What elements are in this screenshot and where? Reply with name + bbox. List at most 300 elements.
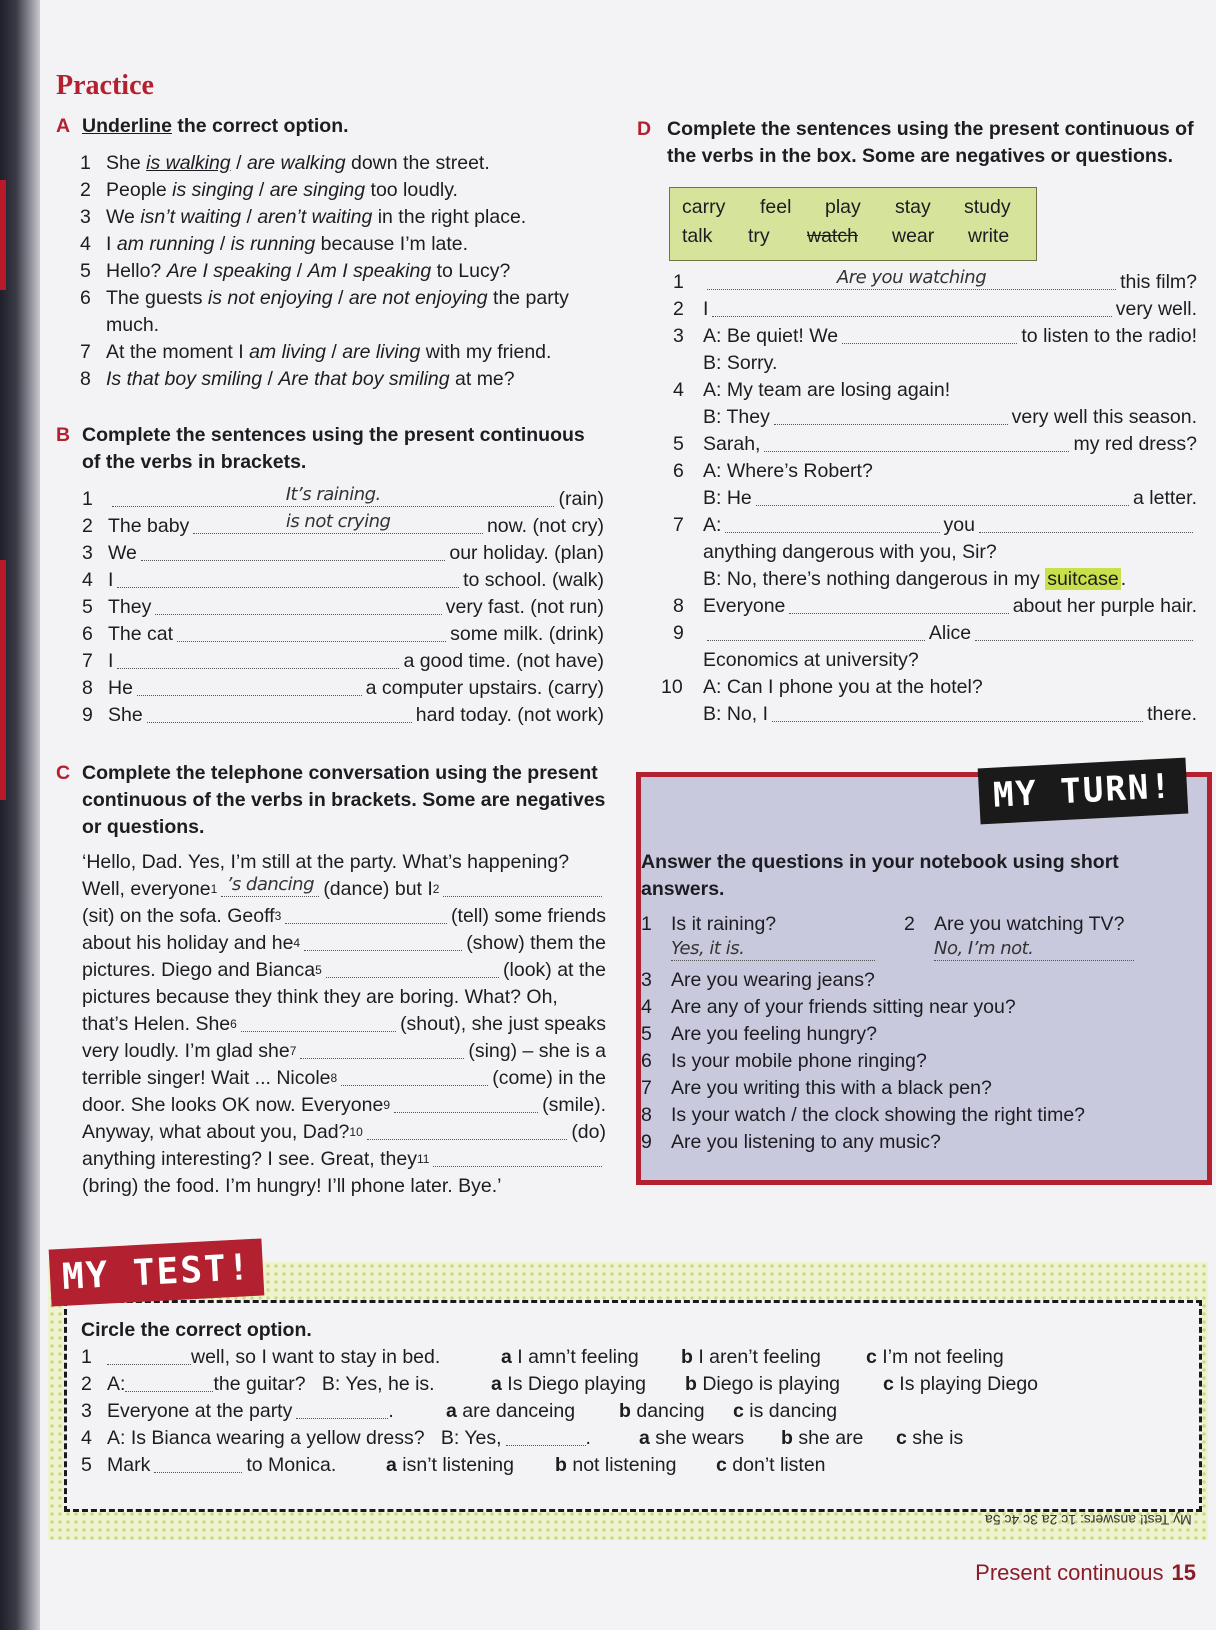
option-b[interactable]: not listening (572, 1454, 677, 1476)
item-pre: I (108, 569, 114, 591)
text-line (82, 957, 606, 984)
item-pre: The baby (108, 515, 190, 537)
exercise-item (82, 648, 604, 675)
page-edge-tab (0, 560, 6, 800)
gap-number: 3 (274, 909, 282, 923)
item-text: A: My team are losing again! (703, 379, 951, 401)
text-segment: (do) (571, 1121, 606, 1143)
exercise-item-line (673, 647, 1197, 674)
exercise-item-line (673, 539, 1197, 566)
item-post: my red dress? (1073, 433, 1197, 455)
answer-blank[interactable] (433, 1148, 602, 1167)
section-b (56, 422, 604, 729)
item-text (106, 150, 490, 177)
section-a (56, 113, 616, 393)
text-segment: that’s Helen. She (82, 1013, 231, 1035)
option-letter: b (781, 1427, 793, 1449)
exercise-item (82, 540, 604, 567)
option-c[interactable]: Is playing Diego (899, 1373, 1039, 1395)
item-number: 5 (673, 433, 684, 455)
text-line (82, 1011, 606, 1038)
option-1[interactable]: am running (116, 233, 215, 255)
exercise-item (80, 204, 616, 231)
exercise-item (673, 323, 1197, 350)
answer-blank[interactable] (147, 704, 412, 723)
item-post: a letter. (1133, 487, 1197, 509)
item-post: there. (1147, 703, 1197, 725)
item-pre: Hello? (106, 260, 167, 282)
option-letter: a (386, 1454, 397, 1476)
answer-blank[interactable] (443, 878, 602, 897)
item-pre: She (106, 152, 147, 174)
exercise-item (82, 702, 604, 729)
verb-word: stay (895, 196, 931, 218)
text-segment: very loudly. I’m glad she (82, 1040, 290, 1062)
option-2[interactable]: Am I speaking (307, 260, 432, 282)
section-a-heading (56, 113, 616, 140)
item-pre: A: (107, 1373, 126, 1395)
text-line (82, 876, 606, 903)
item-number: 2 (80, 179, 91, 201)
text-segment: (come) in the (492, 1067, 606, 1089)
question-item (641, 1048, 1181, 1075)
answer-blank[interactable] (341, 1067, 488, 1086)
item-post: with my friend. (420, 341, 552, 363)
item-number: 7 (80, 341, 91, 363)
instruction-line: Complete the telephone conversation using the present (82, 762, 598, 784)
item-post: . (388, 1400, 394, 1422)
answer-blank[interactable] (137, 677, 362, 696)
answer-blank[interactable] (221, 874, 319, 897)
question-text: Are you feeling hungry? (671, 1023, 877, 1045)
answer-blank[interactable] (671, 938, 875, 961)
exercise-item (673, 458, 1197, 485)
text-segment: door. She looks OK now. Everyone (82, 1094, 384, 1116)
item-number: 3 (641, 969, 652, 991)
option-letter: a (501, 1346, 512, 1368)
instruction-line: the verbs in the box. Some are negatives or questions. (667, 145, 1174, 167)
item-text (703, 566, 1126, 593)
text-line (82, 1038, 606, 1065)
item-number: 4 (81, 1427, 92, 1449)
item-number: 9 (673, 622, 684, 644)
option-separator: / (253, 179, 270, 201)
item-post: some milk. (drink) (450, 623, 604, 645)
item-text: Economics at university? (703, 649, 919, 671)
option-1[interactable]: Is that boy smiling (106, 368, 263, 390)
option-letter: a (446, 1400, 457, 1422)
exercise-item-line (673, 350, 1197, 377)
verb-word: talk (682, 225, 713, 247)
option-a[interactable]: she wears (655, 1427, 745, 1449)
conversation-text (56, 849, 606, 1200)
answer-blank[interactable] (193, 511, 483, 534)
item-pre: She (108, 704, 143, 726)
item-post: to Lucy? (431, 260, 511, 282)
item-number: 4 (673, 379, 684, 401)
gap-number: 8 (330, 1071, 338, 1085)
answer-blank[interactable] (241, 1013, 396, 1032)
item-text (106, 339, 551, 366)
exercise-item (80, 231, 616, 258)
item-number: 8 (641, 1104, 652, 1126)
page-footer (975, 1560, 1196, 1586)
text-line (82, 1092, 606, 1119)
page-number: 15 (1171, 1560, 1196, 1585)
answer-blank[interactable] (979, 514, 1193, 533)
item-pre: We (108, 542, 137, 564)
item-number: 7 (82, 650, 93, 672)
option-2[interactable]: is running (230, 233, 316, 255)
verb-word: wear (892, 225, 935, 247)
item-number: 8 (673, 595, 684, 617)
answer-blank[interactable] (506, 1425, 586, 1446)
my-turn-badge: MY TURN! (978, 758, 1188, 825)
text-line (82, 1173, 606, 1200)
option-separator: / (332, 287, 349, 309)
item-post: this film? (1120, 271, 1197, 293)
item-pre: A: (703, 514, 722, 536)
item-post: because I’m late. (315, 233, 469, 255)
text-segment: (look) at the (503, 959, 606, 981)
item-post: our holiday. (plan) (449, 542, 604, 564)
item-pre: Everyone (703, 595, 786, 617)
instruction-line: Complete the sentences using the present continuous of (667, 118, 1194, 140)
item-pre: B: No, I (703, 703, 769, 725)
text-segment: ‘Hello, Dad. Yes, I’m still at the party. What’s happening? (82, 851, 570, 873)
section-letter: D (637, 118, 652, 140)
option-1[interactable]: am living (249, 341, 327, 363)
option-1[interactable]: is walking (146, 152, 231, 174)
exercise-item (673, 296, 1197, 323)
item-post: very fast. (not run) (445, 596, 604, 618)
answer-blank[interactable] (934, 938, 1134, 961)
text-segment: (dance) but I (323, 878, 433, 900)
answer-blank[interactable] (117, 569, 459, 588)
exercise-item (82, 594, 604, 621)
verb-word: feel (760, 196, 792, 218)
option-separator: / (326, 341, 343, 363)
answer-blank[interactable] (707, 267, 1116, 290)
text-line (82, 930, 606, 957)
instruction-underline: Underline (82, 115, 172, 137)
exercise-item (82, 567, 604, 594)
item-number: 10 (661, 676, 683, 698)
handwritten-answer: Are you watching (836, 267, 987, 288)
option-2[interactable]: are singing (269, 179, 366, 201)
item-post: very well this season. (1011, 406, 1197, 428)
answer-blank[interactable] (300, 1040, 464, 1059)
option-2[interactable]: Are that boy smiling (278, 368, 450, 390)
item-pre: B: They (703, 406, 770, 428)
exercise-item (82, 513, 604, 540)
option-c[interactable]: is dancing (749, 1400, 838, 1422)
option-letter: b (685, 1373, 697, 1395)
text-segment: (tell) some friends (451, 905, 606, 927)
item-post: . (1120, 568, 1127, 590)
item-text: A: Can I phone you at the hotel? (703, 676, 983, 698)
highlighted-word: suitcase (1047, 568, 1119, 590)
exercise-item (661, 674, 1197, 701)
exercise-item-line (673, 404, 1197, 431)
text-line (82, 903, 606, 930)
test-question (81, 1398, 1181, 1425)
verb-word: try (748, 225, 770, 247)
option-c[interactable]: don’t listen (732, 1454, 826, 1476)
exercise-item (80, 339, 616, 366)
exercise-item-line (673, 566, 1197, 593)
exercise-item (80, 177, 616, 204)
answer-blank[interactable] (772, 703, 1143, 722)
item-pre: Mark (107, 1454, 151, 1476)
item-post: now. (not cry) (486, 515, 604, 537)
item-text: anything dangerous with you, Sir? (703, 541, 997, 563)
item-number: 2 (673, 298, 684, 320)
question-text: Is your watch / the clock showing the right time? (671, 1104, 1086, 1126)
item-number: 1 (81, 1346, 92, 1368)
upside-down-answers: My Test! answers: 1c 2a 3c 4c 5a (985, 1512, 1192, 1528)
option-a[interactable]: isn’t listening (402, 1454, 514, 1476)
item-number: 9 (641, 1131, 652, 1153)
item-post: hard today. (not work) (415, 704, 604, 726)
option-1[interactable]: isn’t waiting (140, 206, 242, 228)
verb-box (669, 187, 1037, 261)
answer-blank[interactable] (285, 905, 447, 924)
item-pre: Everyone at the party (107, 1400, 293, 1422)
item-text (106, 177, 458, 204)
item-text: B: Sorry. (703, 352, 778, 374)
item-pre: They (108, 596, 152, 618)
text-segment: Well, everyone (82, 878, 211, 900)
item-number: 5 (82, 596, 93, 618)
item-text (106, 204, 526, 231)
option-b[interactable]: dancing (636, 1400, 705, 1422)
handwritten-answer: ’s dancing (226, 874, 315, 895)
item-number: 2 (82, 515, 93, 537)
verb-word: play (825, 196, 861, 218)
section-c-heading (56, 760, 606, 841)
option-b[interactable]: Diego is playing (702, 1373, 841, 1395)
item-number: 9 (82, 704, 93, 726)
answer-blank[interactable] (725, 514, 939, 533)
answer-blank[interactable] (394, 1094, 538, 1113)
option-2[interactable]: aren’t waiting (257, 206, 373, 228)
item-number: 6 (673, 460, 684, 482)
answer-blank[interactable] (764, 433, 1069, 452)
item-pre: I (703, 298, 709, 320)
answer-blank[interactable] (177, 623, 446, 642)
answer-blank[interactable] (112, 484, 554, 507)
example-questions (641, 911, 1181, 967)
exercise-item (673, 620, 1197, 647)
answer-blank[interactable] (707, 622, 925, 641)
test-question (81, 1344, 1181, 1371)
answer-blank[interactable] (296, 1398, 388, 1419)
item-number: 8 (80, 368, 91, 390)
instruction-text: the correct option. (171, 115, 349, 137)
exercise-item (673, 431, 1197, 458)
question-text: Is your mobile phone ringing? (671, 1050, 927, 1072)
answer-blank[interactable] (155, 596, 441, 615)
option-letter: c (716, 1454, 727, 1476)
text-segment: (show) them the (466, 932, 606, 954)
item-text (106, 258, 510, 285)
item-post: a good time. (not have) (403, 650, 604, 672)
text-segment: pictures because they think they are boring. What? Oh, (82, 986, 558, 1008)
item-pre: Sarah, (703, 433, 761, 455)
section-c (56, 760, 606, 1200)
item-post: too loudly. (365, 179, 458, 201)
test-question (81, 1371, 1181, 1398)
option-letter: c (896, 1427, 907, 1449)
item-post: to listen to the radio! (1021, 325, 1197, 347)
option-letter: b (681, 1346, 693, 1368)
option-separator: / (262, 368, 279, 390)
answer-blank[interactable] (304, 932, 462, 951)
answer-blank[interactable] (125, 1371, 213, 1392)
item-pre: People (106, 179, 173, 201)
item-post: very well. (1115, 298, 1197, 320)
option-letter: b (555, 1454, 567, 1476)
option-a[interactable]: Is Diego playing (507, 1373, 647, 1395)
handwritten-answer: Yes, it is. (671, 938, 745, 959)
option-separator: / (214, 233, 231, 255)
option-2[interactable]: are not enjoying (348, 287, 488, 309)
page-binding-shadow (0, 0, 40, 1630)
exercise-item (673, 269, 1197, 296)
gap-number: 11 (416, 1152, 430, 1166)
answer-blank[interactable] (712, 298, 1111, 317)
option-2[interactable]: are walking (246, 152, 346, 174)
option-separator: / (241, 206, 258, 228)
my-test-box (64, 1300, 1202, 1512)
item-post: to school. (walk) (463, 569, 604, 591)
item-pre: A: Be quiet! We (703, 325, 839, 347)
option-c[interactable]: I’m not feeling (882, 1346, 1004, 1368)
answer-blank[interactable] (975, 622, 1193, 641)
gap-number: 6 (230, 1017, 237, 1031)
gap-number: 2 (432, 882, 440, 896)
question-item (641, 1021, 1181, 1048)
section-b-heading (56, 422, 604, 476)
question-item (641, 1075, 1181, 1102)
item-text (106, 231, 468, 258)
answer-blank[interactable] (326, 959, 499, 978)
answer-blank[interactable] (842, 325, 1017, 344)
item-number: 6 (641, 1050, 652, 1072)
item-number: 1 (82, 488, 93, 510)
item-post: well, so I want to stay in bed. (191, 1346, 441, 1368)
answer-blank[interactable] (154, 1452, 242, 1473)
section-letter: A (56, 115, 71, 137)
question-item (641, 967, 1181, 994)
option-a[interactable]: I amn’t feeling (517, 1346, 639, 1368)
section-d (637, 116, 1197, 170)
option-letter: c (883, 1373, 894, 1395)
item-number: 3 (82, 542, 93, 564)
option-letter: c (866, 1346, 877, 1368)
option-1[interactable]: is singing (172, 179, 254, 201)
exercise-item (80, 285, 616, 312)
option-a[interactable]: are danceing (462, 1400, 576, 1422)
answer-blank[interactable] (141, 542, 445, 561)
answer-blank[interactable] (367, 1121, 568, 1140)
text-segment: (bring) the food. I’m hungry! I’ll phone later. Bye.’ (82, 1175, 502, 1197)
item-number: 6 (80, 287, 91, 309)
instruction-line: Complete the sentences using the present continuous (82, 424, 585, 446)
question-text: Are you watching TV? (934, 913, 1125, 935)
option-1[interactable]: is not enjoying (207, 287, 333, 309)
text-segment: (sit) on the sofa. Geoff (82, 905, 275, 927)
item-pre: I (106, 233, 117, 255)
option-1[interactable]: Are I speaking (166, 260, 292, 282)
verb-word: carry (682, 196, 726, 218)
page-title: Practice (56, 70, 154, 101)
footer-section-name: Present continuous (975, 1560, 1164, 1585)
answer-blank[interactable] (774, 406, 1008, 425)
option-letter: a (491, 1373, 502, 1395)
item-number: 5 (80, 260, 91, 282)
item-number: 2 (904, 913, 915, 935)
option-letter: a (639, 1427, 650, 1449)
answer-blank[interactable] (107, 1344, 191, 1365)
question-item (641, 1129, 1181, 1156)
question-item (641, 994, 1181, 1021)
item-pre: At the moment I (106, 341, 250, 363)
option-c[interactable]: she is (912, 1427, 964, 1449)
option-2[interactable]: are living (342, 341, 421, 363)
item-mid: Alice (928, 622, 972, 644)
verb-word-used: watch (807, 225, 858, 247)
item-post: . (585, 1427, 591, 1449)
item-text: much. (106, 314, 160, 336)
question-text: Are you wearing jeans? (671, 969, 875, 991)
option-b[interactable]: I aren’t feeling (698, 1346, 821, 1368)
my-turn-box (636, 766, 1212, 1185)
my-test-content (81, 1317, 1181, 1479)
item-number: 3 (80, 206, 91, 228)
handwritten-answer: is not crying (285, 511, 391, 532)
text-line (82, 849, 606, 876)
item-pre: A: Is Bianca wearing a yellow dress? B: Yes, (107, 1427, 502, 1449)
section-d-items (661, 267, 1197, 728)
item-number: 1 (80, 152, 91, 174)
item-pre: B: No, there’s nothing dangerous in my (703, 568, 1046, 590)
question-text: Are you writing this with a black pen? (671, 1077, 992, 1099)
text-line (82, 1065, 606, 1092)
answer-blank[interactable] (756, 487, 1129, 506)
exercise-item (82, 675, 604, 702)
item-number: 4 (80, 233, 91, 255)
text-segment: pictures. Diego and Bianca (82, 959, 316, 981)
my-test-badge: MY TEST! (49, 1238, 265, 1306)
question-text: Are any of your friends sitting near you? (671, 996, 1016, 1018)
question-text: Is it raining? (671, 913, 777, 935)
option-letter: b (619, 1400, 631, 1422)
text-line (82, 1119, 606, 1146)
section-letter: C (56, 762, 71, 784)
item-number: 4 (82, 569, 93, 591)
option-b[interactable]: she are (798, 1427, 864, 1449)
item-post: the guitar? B: Yes, he is. (213, 1373, 435, 1395)
item-pre: He (108, 677, 133, 699)
answer-blank[interactable] (789, 595, 1008, 614)
exercise-item (673, 512, 1197, 539)
answer-blank[interactable] (117, 650, 399, 669)
item-post: in the right place. (372, 206, 527, 228)
exercise-item (82, 621, 604, 648)
item-number: 8 (82, 677, 93, 699)
